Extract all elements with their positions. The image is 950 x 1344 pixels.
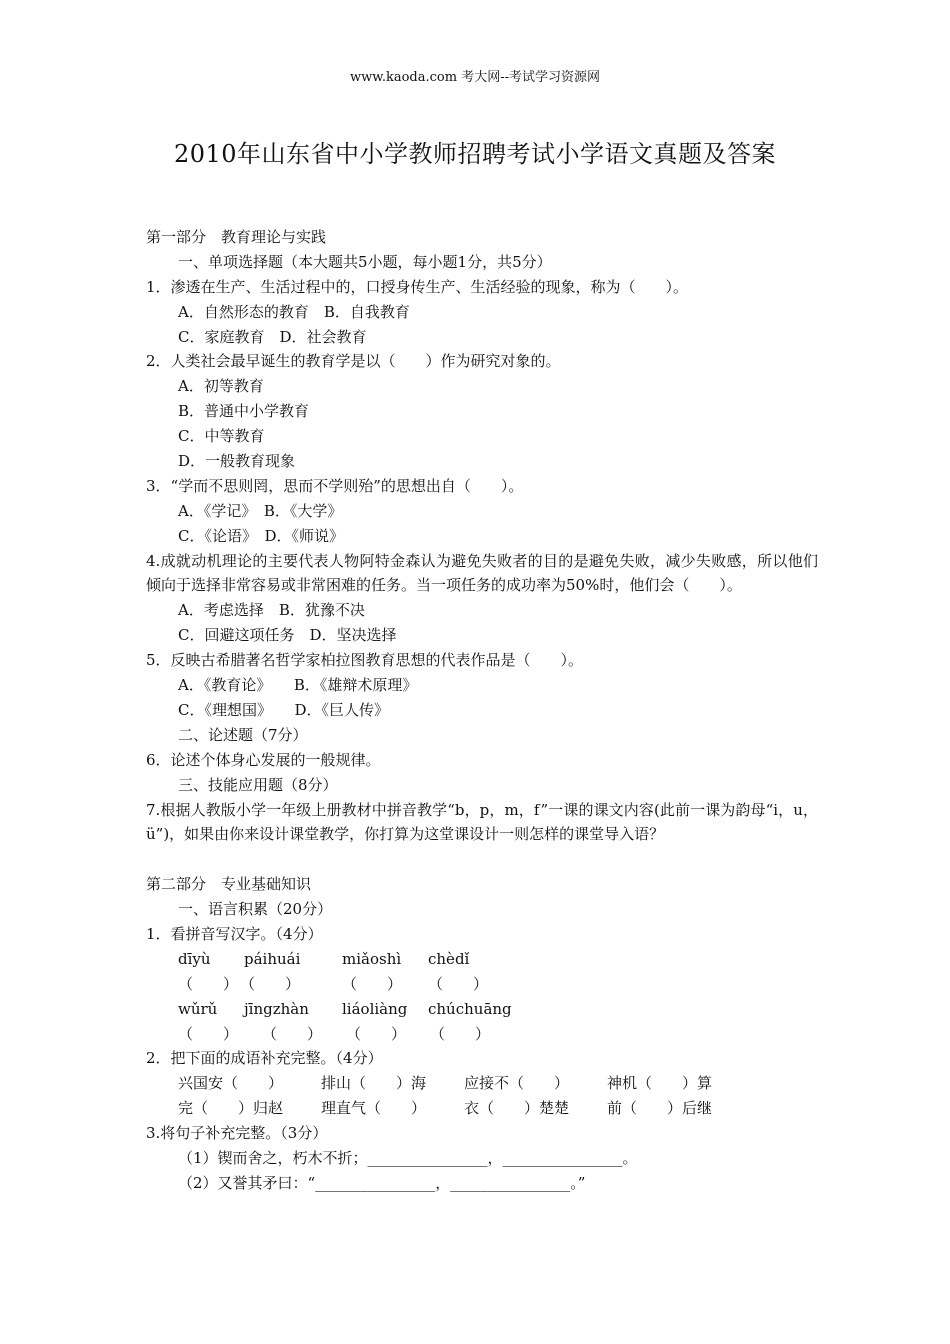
option-line: A．考虑选择 B．犹豫不决	[178, 601, 365, 620]
answer-blank: （ ）	[262, 1024, 323, 1043]
section-heading: 二、论述题（7分）	[178, 725, 308, 744]
pinyin-word: chúchuāng	[428, 999, 512, 1018]
pinyin-word: jīngzhàn	[244, 999, 309, 1018]
part2-heading: 第二部分 专业基础知识	[146, 875, 312, 894]
pinyin-word: liáoliàng	[342, 999, 408, 1018]
question-6: 6．论述个体身心发展的一般规律。	[146, 750, 381, 769]
option-line: A．《学记》 B．《大学》	[178, 501, 343, 520]
sentence-fill-line: （1）锲而舍之，朽木不折；________________，________________。	[178, 1149, 638, 1168]
idiom-item: 前（ ）后继	[607, 1099, 713, 1118]
pinyin-row	[146, 997, 818, 1022]
idiom-item: 理直气（ ）	[321, 1099, 427, 1118]
pinyin-word: chèdǐ	[428, 949, 470, 968]
answer-blank: （ ）	[178, 1024, 239, 1043]
idiom-row	[146, 1071, 818, 1096]
pinyin-row	[146, 947, 818, 972]
pinyin-word: miǎoshì	[342, 949, 402, 968]
option-line: C．《理想国》 D．《巨人传》	[178, 700, 390, 719]
option-line: D．一般教育现象	[178, 452, 296, 471]
question-2: 2．人类社会最早诞生的教育学是以（ ）作为研究对象的。	[146, 352, 561, 371]
option-line: A．初等教育	[178, 377, 264, 396]
section-heading: 一、语言积累（20分）	[178, 900, 333, 919]
document-body	[146, 225, 818, 1196]
answer-blank-row	[146, 972, 818, 997]
question-3: 3．“学而不思则罔，思而不学则殆”的思想出自（ ）。	[146, 476, 524, 495]
pinyin-word: páihuái	[244, 949, 301, 968]
question-5: 5．反映古希腊著名哲学家柏拉图教育思想的代表作品是（ ）。	[146, 651, 584, 670]
answer-blank: （ ）	[342, 974, 403, 993]
sentence-fill-line: （2）又誉其矛曰：“________________，________________。”	[178, 1173, 586, 1192]
answer-blank: （ ）	[346, 1024, 407, 1043]
idiom-item: 兴国安（ ）	[178, 1074, 284, 1093]
option-line: C．回避这项任务 D．坚决选择	[178, 626, 397, 645]
option-line: A．自然形态的教育 B．自我教育	[178, 302, 410, 321]
idiom-item: 神机（ ）算	[607, 1074, 713, 1093]
question-4: 4.成就动机理论的主要代表人物阿特金森认为避免失败者的目的是避免失败，减少失败感，所以他们倾向于选择非常容易或非常困难的任务。当一项任务的成功率为50%时，他们会（ ）。	[146, 551, 818, 595]
option-line: B．普通中小学教育	[178, 402, 310, 421]
answer-blank: （ ）	[240, 974, 301, 993]
section-heading: 三、技能应用题（8分）	[178, 775, 338, 794]
question-1: 1．渗透在生产、生活过程中的，口授身传生产、生活经验的现象，称为（ ）。	[146, 277, 689, 296]
question-p2-3: 3.将句子补充完整。（3分）	[146, 1124, 328, 1143]
part1-heading: 第一部分 教育理论与实践	[146, 228, 327, 246]
option-line: C．家庭教育 D．社会教育	[178, 327, 367, 346]
section-heading: 一、单项选择题（本大题共5小题，每小题1分，共5分）	[178, 252, 552, 271]
pinyin-word: wǔrǔ	[178, 999, 218, 1018]
question-p2-1: 1．看拼音写汉字。（4分）	[146, 925, 323, 943]
page-header: www.kaoda.com 考大网--考试学习资源网	[350, 70, 600, 85]
answer-blank: （ ）	[178, 974, 239, 993]
idiom-row	[146, 1096, 818, 1121]
idiom-item: 完（ ）归赵	[178, 1099, 284, 1118]
idiom-item: 排山（ ）海	[321, 1074, 427, 1093]
answer-blank: （ ）	[428, 974, 489, 993]
option-line: A．《教育论》 B．《雄辩术原理》	[178, 676, 418, 695]
idiom-item: 衣（ ）楚楚	[464, 1099, 570, 1118]
pinyin-word: dīyù	[178, 949, 211, 968]
question-p2-2: 2．把下面的成语补充完整。（4分）	[146, 1049, 383, 1068]
option-line: C．中等教育	[178, 427, 265, 446]
answer-blank-row	[146, 1022, 818, 1047]
answer-blank: （ ）	[430, 1024, 491, 1043]
spacer	[146, 847, 818, 872]
document-title: 2010年山东省中小学教师招聘考试小学语文真题及答案	[173, 140, 777, 168]
idiom-item: 应接不（ ）	[464, 1074, 570, 1093]
question-7: 7.根据人教版小学一年级上册教材中拼音教学“b，p，m，f”一课的课文内容(此前一课为韵母“i，u，ü”)，如果由你来设计课堂教学，你打算为这堂课设计一则怎样的课堂导入语？	[146, 800, 818, 844]
option-line: C．《论语》 D．《师说》	[178, 526, 345, 545]
